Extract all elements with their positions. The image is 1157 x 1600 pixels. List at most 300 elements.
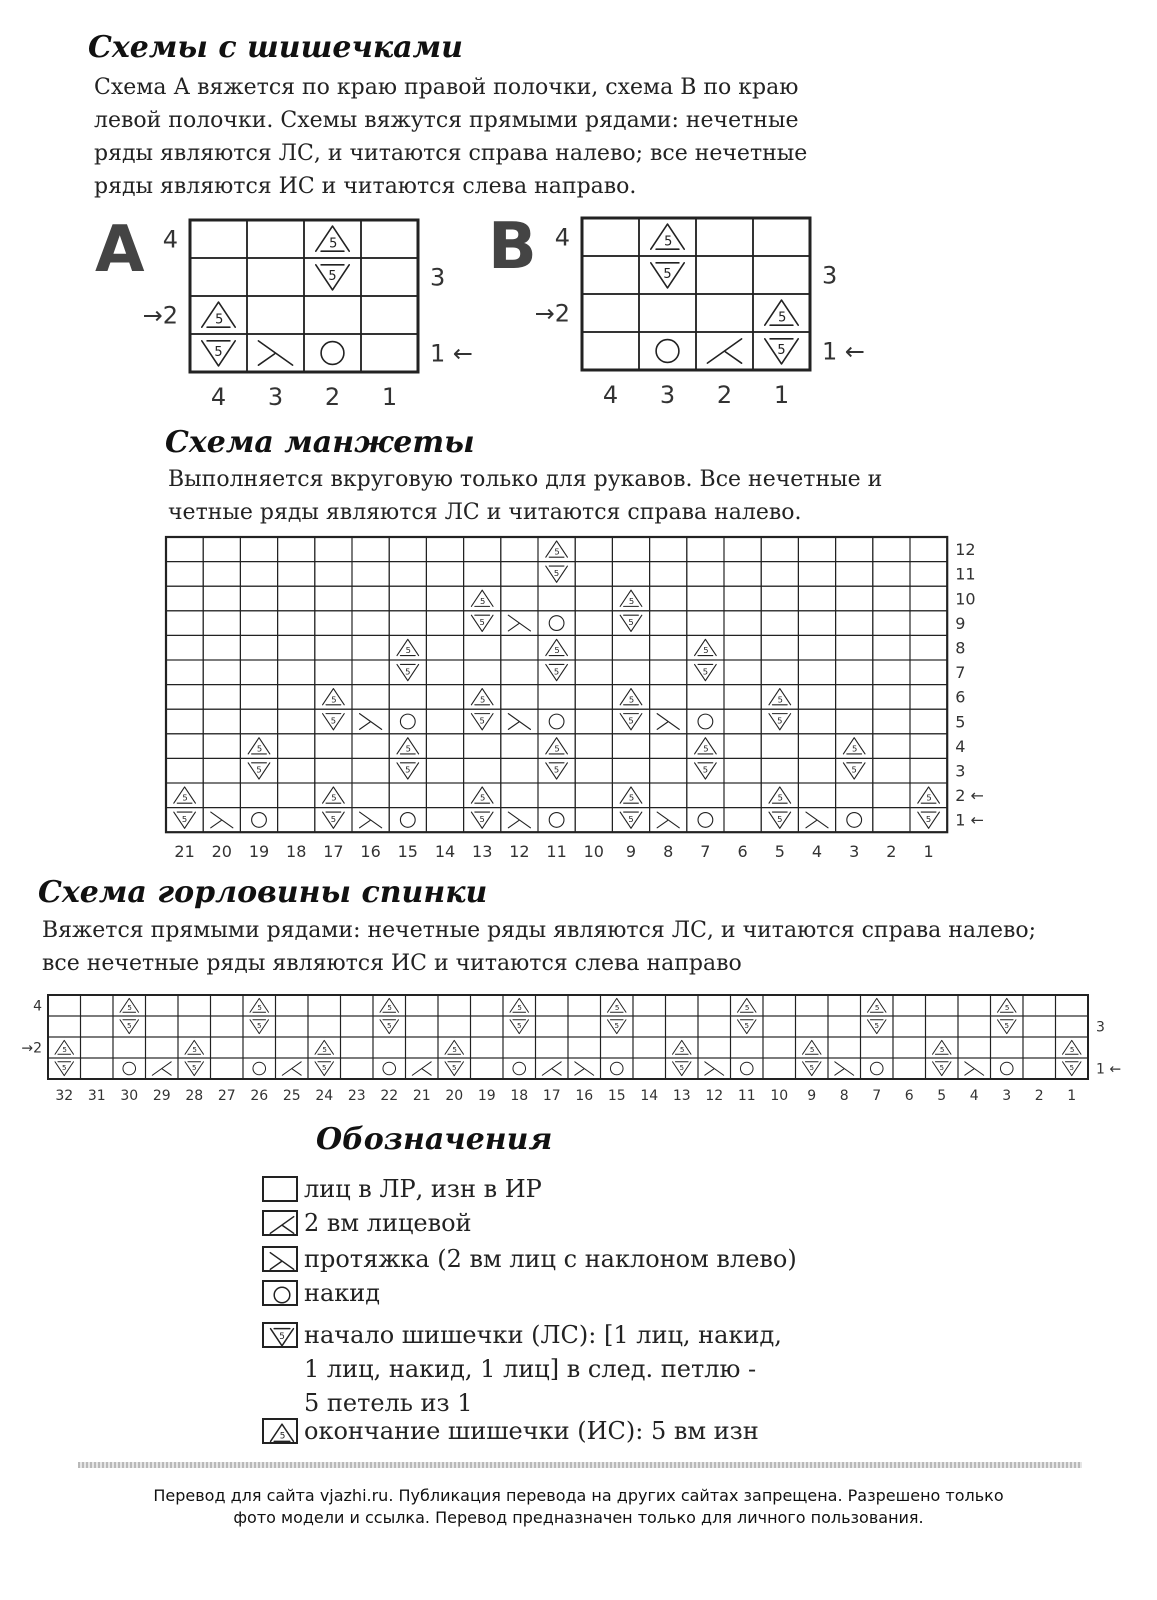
column-label: 13 <box>672 1088 691 1104</box>
bobble-number: 5 <box>330 813 337 824</box>
column-label: 16 <box>360 842 381 861</box>
row-label: 11 <box>955 564 976 584</box>
chart-grid <box>48 995 1088 1079</box>
chart-cell <box>308 1016 341 1037</box>
chart-cell <box>503 1058 536 1079</box>
chart-cell <box>828 1016 861 1037</box>
bobble-number: 5 <box>777 343 786 359</box>
column-label: 11 <box>737 1088 756 1104</box>
row-label: 2 ← <box>955 786 984 806</box>
chart-cell <box>1023 1037 1056 1058</box>
bobble-number: 5 <box>809 1045 815 1055</box>
bobble-end-symbol <box>445 1040 463 1054</box>
bobble-number: 5 <box>279 1431 286 1442</box>
column-label: 1 <box>923 842 934 861</box>
bobble-end-symbol <box>933 1040 951 1054</box>
chart-cell <box>211 995 244 1016</box>
chart-cell <box>893 995 926 1016</box>
column-label: 1 <box>773 381 790 409</box>
bobble-number: 5 <box>480 792 486 803</box>
chart-cell <box>536 1037 569 1058</box>
bobble-number: 5 <box>703 743 709 754</box>
bobble-end-symbol <box>738 998 756 1012</box>
chart-cell <box>1023 1058 1056 1079</box>
bobble-number: 5 <box>703 645 709 656</box>
bobble-number: 5 <box>214 345 223 361</box>
bobble-number: 5 <box>480 595 486 606</box>
column-label: 29 <box>152 1088 171 1104</box>
chart-cell <box>438 1016 471 1037</box>
column-label: 5 <box>774 842 785 861</box>
column-label: 30 <box>120 1088 139 1104</box>
chart-cell <box>243 1037 276 1058</box>
chart-cell <box>698 1016 731 1037</box>
bobble-number: 5 <box>614 1003 620 1013</box>
chart-cell <box>276 1016 309 1037</box>
legend-text <box>304 1206 472 1240</box>
chart-cell <box>568 995 601 1016</box>
bobble-number: 5 <box>126 1021 132 1031</box>
row-label: 9 <box>955 613 966 633</box>
legend-text <box>304 1172 542 1206</box>
column-label: 27 <box>217 1088 236 1104</box>
chart-cell <box>731 1037 764 1058</box>
bobble-number: 5 <box>1004 1021 1010 1031</box>
bobble-number: 5 <box>778 310 787 326</box>
chart-cell <box>373 1037 406 1058</box>
chart-cell <box>568 1016 601 1037</box>
bobble-number: 5 <box>405 764 411 775</box>
bobble-number: 5 <box>744 1003 750 1013</box>
column-label: 24 <box>315 1088 334 1104</box>
chart-cell <box>373 1058 406 1079</box>
chart-cell <box>243 1058 276 1079</box>
column-label: 16 <box>575 1088 594 1104</box>
row-label: 7 <box>955 663 966 683</box>
column-label: 3 <box>1002 1088 1012 1104</box>
column-label: 32 <box>55 1088 74 1104</box>
chart-cell <box>698 1037 731 1058</box>
chart-cell <box>601 1037 634 1058</box>
chart-cell <box>146 1016 179 1037</box>
column-label: 3 <box>849 842 860 861</box>
bobble-number: 5 <box>386 1021 392 1031</box>
bobble-end-symbol <box>998 998 1016 1012</box>
bobble-number: 5 <box>329 236 338 252</box>
chart-cell <box>633 1058 666 1079</box>
chart-cell <box>698 995 731 1016</box>
chart-cell <box>308 995 341 1016</box>
bobble-number: 5 <box>451 1063 457 1073</box>
bobble-number: 5 <box>664 234 673 250</box>
bobble-number: 5 <box>852 743 858 754</box>
footer-line-2: фото модели и ссылка. Перевод предназначен только для личного пользования. <box>233 1508 924 1527</box>
yarn-over-symbol <box>383 1062 396 1075</box>
chart-cell <box>81 1037 114 1058</box>
bobble-start-symbol <box>250 1020 268 1034</box>
bobble-number: 5 <box>127 1003 132 1013</box>
chart-cell <box>633 995 666 1016</box>
bobble-number: 5 <box>61 1063 67 1073</box>
bobble-number: 5 <box>328 269 337 285</box>
bobble-end-symbol <box>673 1040 691 1054</box>
bobble-number: 5 <box>256 743 263 754</box>
column-label: 6 <box>904 1088 914 1104</box>
description-line: ряды являются ЛС, и читаются справа налево; все нечетные <box>94 141 808 166</box>
bobble-number: 5 <box>321 1063 327 1073</box>
row-label: 4 <box>955 736 966 756</box>
chart-cell <box>861 1058 894 1079</box>
section-title-cuff-chart: Схема манжеты <box>165 425 475 460</box>
chart-cell <box>341 1016 374 1037</box>
chart-cell <box>796 1016 829 1037</box>
bobble-number: 5 <box>874 1021 880 1031</box>
chart-cell <box>406 995 439 1016</box>
bobble-number: 5 <box>479 813 485 824</box>
legend-text-line: 5 петель из 1 <box>304 1389 473 1417</box>
section-title-bobble-charts: Схемы с шишечками <box>88 30 463 65</box>
bobble-end-symbol <box>55 1040 73 1054</box>
legend-text-line: накид <box>304 1279 381 1307</box>
bobble-number: 5 <box>702 764 709 775</box>
row-label: 3 <box>955 761 966 781</box>
bobble-end-symbol <box>185 1040 203 1054</box>
yarn-over-symbol <box>253 1062 266 1075</box>
chart-a-letter: A <box>95 213 145 287</box>
legend-symbol-box <box>262 1322 298 1348</box>
description-line: Схема А вяжется по краю правой полочки, схема В по краю <box>94 75 799 100</box>
chart-cell <box>81 1058 114 1079</box>
divider <box>78 1462 1082 1468</box>
bobble-start-symbol <box>510 1020 528 1034</box>
chart-cell <box>1023 995 1056 1016</box>
chart-cell <box>406 1037 439 1058</box>
column-label: 21 <box>174 842 195 861</box>
column-label: 1 <box>1067 1088 1077 1104</box>
bobble-number: 5 <box>516 1021 522 1031</box>
chart-cell <box>1023 1016 1056 1037</box>
row-label: 8 <box>955 638 966 658</box>
bobble-start-symbol <box>803 1062 821 1076</box>
bobble-number: 5 <box>256 764 262 775</box>
column-label: 20 <box>211 842 232 861</box>
row-label: 4 <box>162 225 178 254</box>
bobble-number: 5 <box>553 666 560 677</box>
column-label: 12 <box>509 842 530 861</box>
legend-text-line: 1 лиц, накид, 1 лиц] в след. петлю - <box>304 1355 757 1383</box>
bobble-number: 5 <box>191 1063 197 1073</box>
legend-title: Обозначения <box>316 1122 553 1157</box>
bobble-number: 5 <box>874 1003 880 1013</box>
column-label: 6 <box>737 842 748 861</box>
column-label: 25 <box>282 1088 301 1104</box>
bobble-number: 5 <box>628 715 634 726</box>
bobble-number: 5 <box>554 743 560 754</box>
chart-cell <box>861 1037 894 1058</box>
chart-cell <box>763 1016 796 1037</box>
legend-text <box>304 1318 782 1420</box>
chart-cell <box>438 995 471 1016</box>
chart-cell <box>536 1016 569 1037</box>
chart-cell <box>958 1016 991 1037</box>
chart-cell <box>958 1037 991 1058</box>
bobble-start-symbol <box>1063 1062 1081 1076</box>
chart-cell <box>926 1016 959 1037</box>
legend-symbol-box <box>262 1246 298 1272</box>
column-label: 22 <box>380 1088 399 1104</box>
legend-text-line: 2 вм лицевой <box>304 1209 472 1237</box>
description-line: все нечетные ряды являются ИС и читаются слева направо <box>42 951 742 976</box>
chart-cell <box>763 1058 796 1079</box>
ssk-symbol <box>835 1062 854 1075</box>
bobble-start-symbol <box>608 1020 626 1034</box>
bobble-number: 5 <box>777 792 783 803</box>
bobble-number: 5 <box>480 694 486 705</box>
chart-cell <box>926 995 959 1016</box>
bobble-end-symbol <box>608 998 626 1012</box>
k2tog-symbol <box>542 1062 561 1075</box>
column-label: 4 <box>811 842 823 861</box>
row-label: 4 <box>33 998 42 1015</box>
bobble-start-symbol <box>445 1062 463 1076</box>
bobble-start-symbol <box>380 1020 398 1034</box>
chart-cell <box>893 1058 926 1079</box>
bobble-number: 5 <box>331 694 337 705</box>
column-label: 10 <box>770 1088 789 1104</box>
chart-cell <box>341 1037 374 1058</box>
column-label: 2 <box>716 381 733 409</box>
bobble-number: 5 <box>215 312 224 328</box>
row-label: →2 <box>21 1040 42 1057</box>
bobble-number: 5 <box>257 1003 262 1013</box>
chart-cell <box>341 995 374 1016</box>
column-label: 14 <box>434 842 456 861</box>
row-label: 1 ← <box>822 337 866 366</box>
bobble-number: 5 <box>628 617 634 628</box>
column-label: 21 <box>412 1088 431 1104</box>
column-label: 3 <box>267 383 284 411</box>
bobble-end-symbol <box>120 998 138 1012</box>
bobble-number: 5 <box>553 567 560 578</box>
column-label: 15 <box>607 1088 626 1104</box>
column-label: 10 <box>583 842 604 861</box>
bobble-number: 5 <box>679 1045 685 1055</box>
chart-cell <box>406 1016 439 1037</box>
chart-cell <box>113 1037 146 1058</box>
chart-cell <box>81 995 114 1016</box>
column-label: 5 <box>937 1088 947 1104</box>
column-label: 9 <box>807 1088 817 1104</box>
column-label: 17 <box>542 1088 561 1104</box>
chart-cell <box>796 995 829 1016</box>
k2tog-symbol <box>282 1062 301 1075</box>
bobble-number: 5 <box>62 1045 67 1055</box>
legend-text <box>304 1414 759 1448</box>
chart-cell <box>146 1037 179 1058</box>
bobble-number: 5 <box>926 792 932 803</box>
bobble-start-symbol <box>271 1329 294 1346</box>
bobble-start-symbol <box>738 1020 756 1034</box>
bobble-number: 5 <box>1069 1045 1075 1055</box>
description-line: левой полочки. Схемы вяжутся прямыми рядами: нечетные <box>94 108 799 133</box>
k2tog-symbol <box>152 1062 171 1075</box>
column-label: 4 <box>210 383 227 411</box>
bobble-number: 5 <box>331 792 337 803</box>
chart-cell <box>666 995 699 1016</box>
chart-cell <box>633 1016 666 1037</box>
column-label: 3 <box>659 381 676 409</box>
bobble-number: 5 <box>614 1021 620 1031</box>
row-label: 5 <box>955 712 966 732</box>
chart-cell <box>893 1037 926 1058</box>
column-label: 13 <box>472 842 493 861</box>
legend-text <box>304 1276 380 1310</box>
row-label: 6 <box>955 687 966 707</box>
column-label: 8 <box>839 1088 849 1104</box>
row-label: 1 ← <box>430 339 474 368</box>
column-label: 7 <box>700 842 711 861</box>
column-label: 23 <box>347 1088 366 1104</box>
column-label: 15 <box>397 842 418 861</box>
bobble-end-symbol <box>868 998 886 1012</box>
description-line: четные ряды являются ЛС и читаются справа налево. <box>168 500 802 525</box>
chart-cell <box>991 1058 1024 1079</box>
chart-cell <box>991 1037 1024 1058</box>
chart-cell <box>48 995 81 1016</box>
bobble-start-symbol <box>55 1062 73 1076</box>
bobble-number: 5 <box>479 617 485 628</box>
bobble-end-symbol <box>250 998 268 1012</box>
bobble-number: 5 <box>479 715 485 726</box>
chart-cell <box>211 1037 244 1058</box>
bobble-number: 5 <box>322 1045 327 1055</box>
bobble-number: 5 <box>517 1003 522 1013</box>
bobble-number: 5 <box>256 1021 262 1031</box>
legend-text <box>304 1242 797 1276</box>
chart-cell <box>568 1037 601 1058</box>
bobble-number: 5 <box>192 1045 197 1055</box>
bobble-start-symbol <box>998 1020 1016 1034</box>
chart-cell <box>341 1058 374 1079</box>
row-label: →2 <box>534 299 570 328</box>
chart-cell <box>1056 1016 1089 1037</box>
bobble-number: 5 <box>330 715 337 726</box>
yarn-over-symbol <box>274 1287 290 1303</box>
bobble-start-symbol <box>120 1020 138 1034</box>
footer-line-1: Перевод для сайта vjazhi.ru. Публикация перевода на других сайтах запрещена. Разрешено только <box>153 1486 1004 1505</box>
legend-symbol-box <box>262 1210 298 1236</box>
yarn-over-symbol <box>123 1062 136 1075</box>
column-label: 19 <box>248 842 270 861</box>
yarn-over-symbol <box>513 1062 526 1075</box>
row-label: →2 <box>142 301 178 330</box>
bobble-start-symbol <box>933 1062 951 1076</box>
chart-cell <box>178 995 211 1016</box>
bobble-end-symbol <box>510 998 528 1012</box>
chart-cell <box>958 995 991 1016</box>
bobble-number: 5 <box>628 792 635 803</box>
row-label: 12 <box>955 540 976 560</box>
description-line: Выполняется вкруговую только для рукавов. Все нечетные и <box>168 467 883 492</box>
bobble-number: 5 <box>939 1045 945 1055</box>
chart-cell <box>731 1058 764 1079</box>
column-label: 1 <box>381 383 398 411</box>
ssk-symbol <box>965 1062 984 1075</box>
bobble-number: 5 <box>182 792 188 803</box>
column-label: 17 <box>323 842 344 861</box>
bobble-number: 5 <box>405 645 411 656</box>
bobble-number: 5 <box>1004 1003 1010 1013</box>
k2tog-symbol <box>412 1062 431 1075</box>
chart-cell <box>113 1058 146 1079</box>
bobble-number: 5 <box>663 267 672 283</box>
chart-cell <box>1056 995 1089 1016</box>
row-label: 10 <box>955 589 976 609</box>
row-label: 1 ← <box>955 810 984 830</box>
column-label: 18 <box>510 1088 529 1104</box>
bobble-end-symbol <box>380 998 398 1012</box>
row-label: 3 <box>1096 1019 1105 1036</box>
bobble-number: 5 <box>387 1003 392 1013</box>
legend-text-line: лиц в ЛР, изн в ИР <box>304 1175 542 1203</box>
chart-cell <box>666 1016 699 1037</box>
yarn-over-symbol <box>610 1062 623 1075</box>
column-label: 8 <box>663 842 674 861</box>
column-label: 2 <box>1034 1088 1044 1104</box>
chart-cell <box>471 1016 504 1037</box>
ssk-symbol <box>575 1062 594 1075</box>
bobble-number: 5 <box>809 1063 815 1073</box>
bobble-number: 5 <box>777 813 783 824</box>
column-label: 28 <box>185 1088 204 1104</box>
chart-cell <box>763 1037 796 1058</box>
ssk-symbol <box>705 1062 724 1075</box>
bobble-number: 5 <box>452 1045 457 1055</box>
column-label: 12 <box>705 1088 724 1104</box>
chart-cell <box>471 1058 504 1079</box>
bobble-number: 5 <box>925 813 932 824</box>
bobble-number: 5 <box>554 546 560 557</box>
bobble-end-symbol <box>315 1040 333 1054</box>
legend-symbol-box <box>262 1418 298 1444</box>
bobble-number: 5 <box>181 813 188 824</box>
bobble-number: 5 <box>405 666 411 677</box>
chart-cell <box>763 995 796 1016</box>
bobble-number: 5 <box>279 1332 285 1343</box>
bobble-number: 5 <box>553 764 560 775</box>
chart-cell <box>828 1037 861 1058</box>
chart-cell <box>276 1037 309 1058</box>
column-label: 9 <box>625 842 637 861</box>
column-label: 26 <box>250 1088 269 1104</box>
column-label: 11 <box>546 842 567 861</box>
bobble-number: 5 <box>939 1063 945 1073</box>
bobble-end-symbol <box>803 1040 821 1054</box>
bobble-number: 5 <box>777 715 783 726</box>
description-line: ряды являются ИС и читаются слева направо. <box>94 174 637 199</box>
bobble-number: 5 <box>702 666 709 677</box>
chart-cell <box>48 1016 81 1037</box>
column-label: 2 <box>324 383 341 411</box>
column-label: 4 <box>969 1088 979 1104</box>
bobble-number: 5 <box>744 1021 750 1031</box>
chart-cell <box>503 1037 536 1058</box>
bobble-number: 5 <box>1069 1063 1075 1073</box>
row-label: 4 <box>554 223 570 252</box>
chart-cell <box>211 1016 244 1037</box>
yarn-over-symbol <box>1000 1062 1013 1075</box>
chart-cell <box>471 995 504 1016</box>
